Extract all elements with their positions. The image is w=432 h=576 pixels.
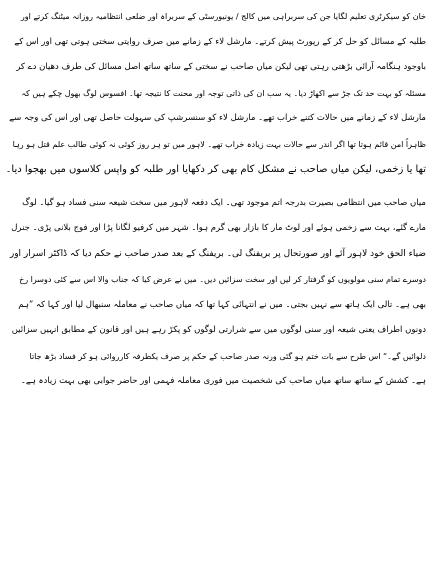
paragraph-1	[6, 4, 426, 183]
paragraph-line: ضیاء الحق خود لاہور آئے اور صورتحال پر بریفنگ لی۔ بریفنگ کے بعد صدر صاحب نے حکم دیا کہ ڈاکٹر اسرار اور	[9, 248, 426, 259]
paragraph-line: ظاہراً امن قائم ہوتا تھا اگر اندر سے حالات بہت زیادہ خراب تھے۔ لاہور میں تو ہر روز کوئی نہ کوئی طالب علم قتل ہو رہا	[12, 139, 426, 149]
paragraph-line: مسئلہ کو بہت حد تک جڑ سے اکھاڑ دیا۔ یہ سب ان کی ذاتی توجہ اور محنت کا نتیجہ تھا۔ افسوس لوگ بھول چکے ہیں کہ	[21, 88, 426, 98]
paragraph-line: دوسرے تمام سنی مولویوں کو گرفتار کر لیں اور سخت سزائیں دیں۔ میں نے عرض کیا کہ جناب والا اس سے کئی دوسرا رخ	[19, 275, 426, 284]
paragraph-line: میاں صاحب میں انتظامی بصیرت بدرجہ اتم موجود تھی۔ ایک دفعہ لاہور میں سخت شیعہ سنی فساد ہو گیا۔ لوگ	[22, 197, 426, 208]
paragraph-line: مارشل لاء کے زمانے میں حالات کتنے خراب تھے۔ مارشل لاء کو سنسرشپ کی سہولت حاصل تھی اور اس کی وجہ سے	[9, 113, 426, 123]
paragraph-line: ہے۔ کشش کے ساتھ ساتھ میاں صاحب کی شخصیت میں فوری معاملہ فہمی اور حاضر جوابی بھی بہت زیادہ ہے۔	[20, 376, 426, 386]
paragraph-line: تھا یا زخمی، لیکن میاں صاحب نے مشکل کام بھی کر دکھایا اور طلبہ کو واپس کلاسوں میں بھجوا دیا۔	[6, 164, 426, 175]
paragraph-line: خان کو سیکرٹری تعلیم لگایا جن کی سربراہی میں کالج / یونیورسٹی کے سربراہ اور ضلعی انتظامیہ روزانہ میٹنگ کرتے اور	[20, 12, 426, 21]
paragraph-line: بھی ہے۔ تالی ایک ہاتھ سے نہیں بجتی۔ میں نے انتہائی کہا تھا کہ میاں صاحب نے معاملہ سنبھال لیا اور کہا کہ ”ہم	[18, 299, 426, 310]
document-page	[6, 4, 426, 572]
paragraph-line: باوجود ہنگامہ آرائی بڑھتی رہتی تھی لیکن میاں صاحب نے سختی کے ساتھ ساتھ اصل مسائل کی طرف دھیان دے کر	[16, 62, 426, 72]
paragraph-line: دلوائیں گے۔“ اس طرح سے بات ختم ہو گئی ورنہ صدر صاحب کے حکم پر صرف یکطرفہ کارروائی ہو کر فساد بڑھ جاتا	[29, 351, 426, 361]
paragraph-line: طلبہ کے مسائل کو حل کر کے رپورٹ پیش کرتے۔ مارشل لاء کے زمانے میں صرف روایتی سختی ہوتی تھی اور اس کے	[14, 36, 426, 47]
paragraph-2	[6, 191, 426, 395]
paragraph-line: مارے گئے، بہت سے زخمی ہوئے اور لوٹ مار کا بازار بھی گرم ہوا۔ شہر میں کرفیو لگانا پڑا اور فوج بلانی پڑی۔ جنرل	[11, 223, 426, 233]
paragraph-line: دونوں اطراف یعنی شیعہ اور سنی لوگوں میں سے شرارتی لوگوں کو پکڑ رہے ہیں اور قانون کے مطابق انہیں سزائیں	[11, 325, 426, 335]
